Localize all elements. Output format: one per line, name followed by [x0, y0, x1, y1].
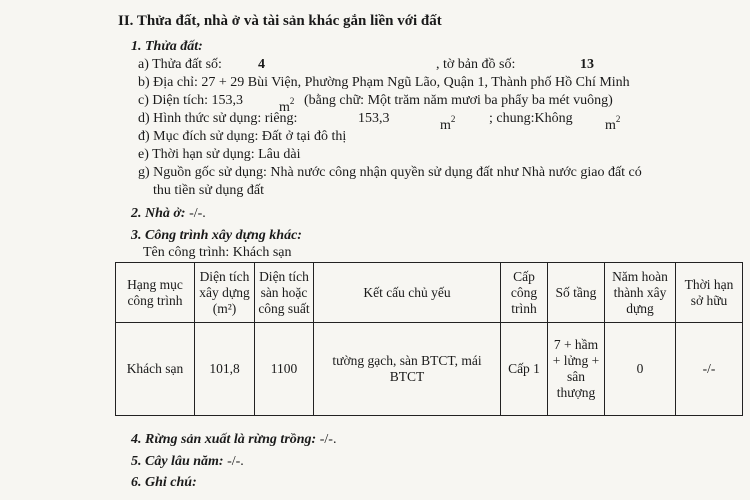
col-header-floors: Số tầng — [548, 263, 605, 323]
house-section: 2. Nhà ở: -/-. — [131, 206, 206, 221]
table-row — [116, 323, 743, 416]
land-plot-number-label: a) Thửa đất số: — [138, 57, 222, 72]
col-header-grade: Cấp công trình — [501, 263, 548, 323]
col-header-item: Hạng mục công trình — [116, 263, 195, 323]
col-header-term: Thời hạn sở hữu — [676, 263, 743, 323]
col-header-structure: Kết cấu chủ yếu — [314, 263, 501, 323]
land-origin-line2: thu tiền sử dụng đất — [153, 183, 265, 198]
cell-structure: tường gạch, sàn BTCT, mái BTCT — [314, 323, 501, 416]
land-address: b) Địa chỉ: 27 + 29 Bùi Viện, Phường Phạm Ngũ Lão, Quận 1, Thành phố Hồ Chí Minh — [138, 75, 630, 90]
use-form-label: d) Hình thức sử dụng: riêng: — [138, 111, 298, 126]
cell-area: 101,8 — [195, 323, 255, 416]
land-origin-line1: g) Nguồn gốc sử dụng: Nhà nước công nhận quyền sử dụng đất như Nhà nước giao đất có — [138, 165, 642, 180]
cell-year: 0 — [605, 323, 676, 416]
cell-item: Khách sạn — [116, 323, 195, 416]
perennial-section: 5. Cây lâu năm: -/-. — [131, 454, 244, 469]
use-form-common-unit: $m^2$ — [605, 114, 621, 133]
col-header-floor-area: Diện tích sàn hoặc công suất — [255, 263, 314, 323]
col-header-area: Diện tích xây dựng (m²) — [195, 263, 255, 323]
table-header-row — [116, 263, 743, 323]
cell-term: -/- — [676, 323, 743, 416]
land-area-unit: $m^2$ — [279, 96, 295, 115]
land-heading: 1. Thửa đất: — [131, 39, 203, 54]
land-use-term: e) Thời hạn sử dụng: Lâu dài — [138, 147, 301, 162]
use-form-common: ; chung:Không — [489, 111, 573, 126]
section-title: II. Thửa đất, nhà ở và tài sản khác gắn liền với đất — [118, 13, 442, 29]
land-area-words: (bằng chữ: Một trăm năm mươi ba phẩy ba mét vuông) — [304, 93, 613, 108]
use-form-private-unit: $m^2$ — [440, 114, 456, 133]
land-plot-number: 4 — [258, 57, 265, 72]
col-header-year: Năm hoàn thành xây dựng — [605, 263, 676, 323]
land-use-purpose: đ) Mục đích sử dụng: Đất ở tại đô thị — [138, 129, 347, 144]
cell-floors: 7 + hầm + lửng + sân thượng — [548, 323, 605, 416]
map-sheet-number: 13 — [580, 57, 594, 72]
map-sheet-label: , tờ bản đồ số: — [436, 57, 516, 72]
construction-name: Tên công trình: Khách sạn — [143, 245, 292, 260]
land-area-label: c) Diện tích: 153,3 — [138, 93, 243, 108]
cell-grade: Cấp 1 — [501, 323, 548, 416]
use-form-private-value: 153,3 — [358, 111, 390, 126]
notes-heading: 6. Ghi chú: — [131, 475, 197, 490]
forest-section: 4. Rừng sản xuất là rừng trồng: -/-. — [131, 432, 337, 447]
construction-heading: 3. Công trình xây dựng khác: — [131, 228, 302, 243]
construction-table — [115, 262, 743, 416]
cell-floor-area: 1100 — [255, 323, 314, 416]
